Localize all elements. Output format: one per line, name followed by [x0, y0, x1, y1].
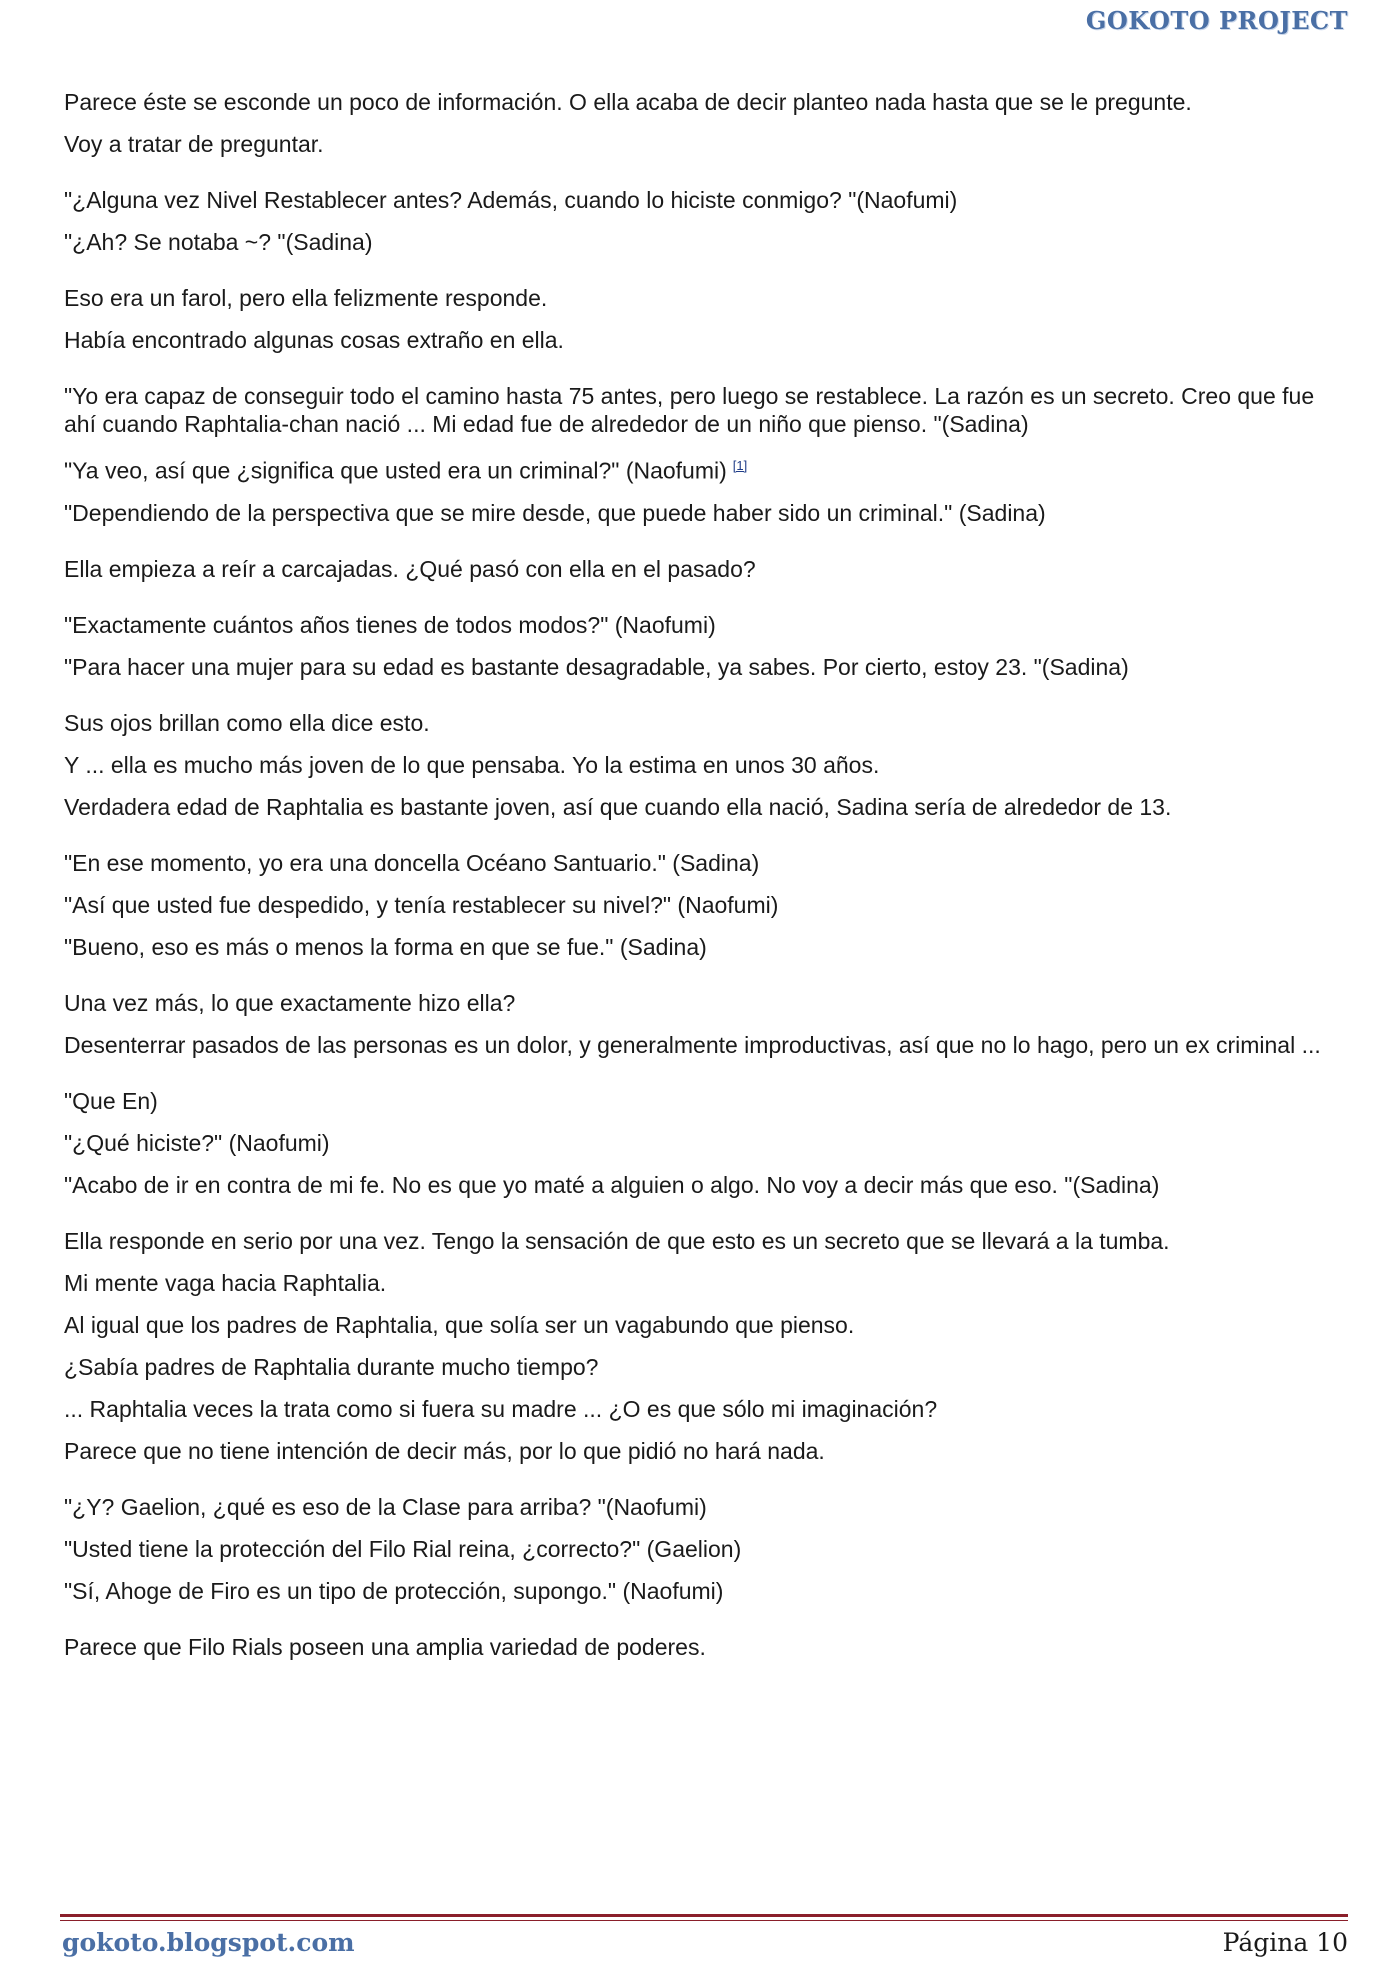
text-line: Parece éste se esconde un poco de información. O ella acaba de decir planteo nada hasta que se le pregunte. — [64, 89, 1192, 115]
page-number: Página 10 — [1222, 1928, 1348, 1957]
paragraph — [64, 709, 1336, 821]
paragraph — [64, 611, 1336, 681]
footer-divider-thin — [60, 1920, 1348, 1921]
paragraph — [64, 88, 1336, 158]
text-line: Eso era un farol, pero ella felizmente responde. — [64, 285, 548, 311]
paragraph — [64, 1633, 1336, 1661]
text-line: Voy a tratar de preguntar. — [64, 131, 324, 157]
text-line: Parece que Filo Rials poseen una amplia variedad de poderes. — [64, 1633, 706, 1660]
text-line: Sus ojos brillan como ella dice esto. — [64, 709, 430, 736]
text-line: "¿Alguna vez Nivel Restablecer antes? Además, cuando lo hiciste conmigo? "(Naofumi) — [64, 187, 958, 213]
text-line-with-footnote — [64, 452, 1336, 485]
text-line: Había encontrado algunas cosas extraño en ella. — [64, 327, 564, 353]
text-line: Mi mente vaga hacia Raphtalia. — [64, 1269, 387, 1296]
text-line: "¿Ah? Se notaba ~? "(Sadina) — [64, 229, 373, 255]
footer-site-link[interactable]: gokoto.blogspot.com — [62, 1928, 355, 1957]
header-brand: GOKOTO PROJECT — [1085, 6, 1348, 35]
text-line: "En ese momento, yo era una doncella Océano Santuario." (Sadina) — [64, 849, 760, 876]
text-line: ¿Sabía padres de Raphtalia durante mucho tiempo? — [64, 1353, 599, 1380]
paragraph — [64, 382, 1336, 527]
text-line: "Sí, Ahoge de Firo es un tipo de protección, supongo." (Naofumi) — [64, 1577, 724, 1604]
footer-divider — [60, 1914, 1348, 1917]
paragraph — [64, 849, 1336, 961]
text-line: Y ... ella es mucho más joven de lo que pensaba. Yo la estima en unos 30 años. — [64, 751, 880, 778]
text-line: "Yo era capaz de conseguir todo el camino hasta 75 antes, pero luego se restablece. La razón es un secreto. Creo que fue ahí cuando Raphtalia-chan nació ... Mi edad fue de alrededor de un niño que pienso. "(Sadina) — [64, 383, 1315, 437]
text-line: "Ya veo, así que ¿significa que usted era un criminal?" (Naofumi) — [64, 457, 727, 484]
text-line: Ella empieza a reír a carcajadas. ¿Qué pasó con ella en el pasado? — [64, 555, 756, 582]
paragraph — [64, 284, 1336, 354]
text-line: "Exactamente cuántos años tienes de todos modos?" (Naofumi) — [64, 611, 716, 638]
text-line: ... Raphtalia veces la trata como si fuera su madre ... ¿O es que sólo mi imaginación? — [64, 1395, 938, 1422]
text-line: Parece que no tiene intención de decir más, por lo que pidió no hará nada. — [64, 1437, 825, 1464]
document-body — [64, 88, 1336, 1689]
paragraph — [64, 186, 1336, 256]
text-line: Al igual que los padres de Raphtalia, que solía ser un vagabundo que pienso. — [64, 1311, 855, 1338]
text-line: Ella responde en serio por una vez. Tengo la sensación de que esto es un secreto que se llevará a la tumba. — [64, 1227, 1170, 1254]
footnote-link[interactable]: [1] — [732, 458, 748, 473]
text-line: "Usted tiene la protección del Filo Rial reina, ¿correcto?" (Gaelion) — [64, 1535, 742, 1562]
text-line: Verdadera edad de Raphtalia es bastante joven, así que cuando ella nació, Sadina sería de alrededor de 13. — [64, 793, 1172, 820]
paragraph — [64, 1227, 1336, 1465]
text-line: "Para hacer una mujer para su edad es bastante desagradable, ya sabes. Por cierto, estoy 23. "(Sadina) — [64, 653, 1129, 680]
text-line: "Dependiendo de la perspectiva que se mire desde, que puede haber sido un criminal." (Sadina) — [64, 499, 1046, 526]
text-line: "Acabo de ir en contra de mi fe. No es que yo maté a alguien o algo. No voy a decir más que eso. "(Sadina) — [64, 1171, 1160, 1198]
text-line: Desenterrar pasados de las personas es un dolor, y generalmente improductivas, así que no lo hago, pero un ex criminal ... — [64, 1031, 1321, 1058]
paragraph — [64, 1493, 1336, 1605]
text-line: "Así que usted fue despedido, y tenía restablecer su nivel?" (Naofumi) — [64, 891, 779, 918]
text-line: "Que En) — [64, 1087, 158, 1114]
text-line: "¿Y? Gaelion, ¿qué es eso de la Clase para arriba? "(Naofumi) — [64, 1493, 707, 1520]
paragraph — [64, 1087, 1336, 1199]
paragraph — [64, 989, 1336, 1059]
text-line: "¿Qué hiciste?" (Naofumi) — [64, 1129, 330, 1156]
text-line: "Bueno, eso es más o menos la forma en que se fue." (Sadina) — [64, 933, 707, 960]
text-line: Una vez más, lo que exactamente hizo ella? — [64, 989, 516, 1016]
paragraph — [64, 555, 1336, 583]
